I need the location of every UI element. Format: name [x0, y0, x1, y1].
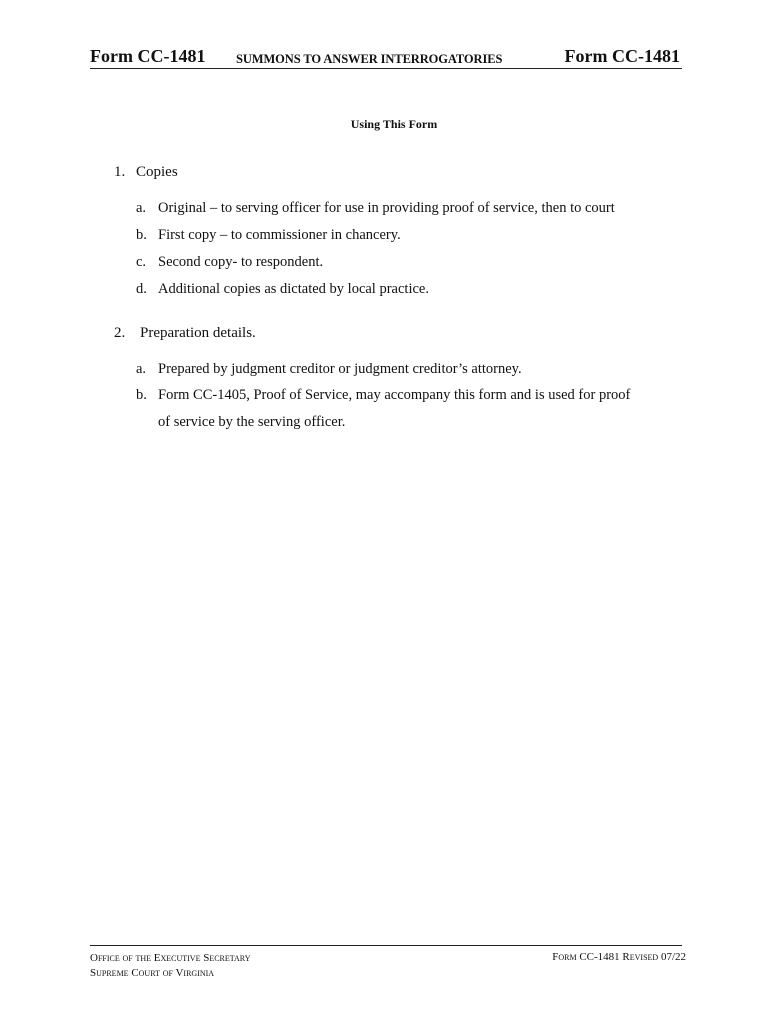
item-text: Original – to serving officer for use in providing proof of service, then to court — [158, 200, 615, 216]
footer-revision: Form CC-1481 Revised 07/22 — [552, 951, 686, 963]
item-letter: a. — [136, 200, 147, 216]
item-text: Second copy- to respondent. — [158, 254, 324, 270]
item-text: Form CC-1405, Proof of Service, may accompany this form and is used for proof — [158, 387, 631, 403]
section-1-number: 1. — [114, 164, 126, 180]
form-header — [90, 44, 682, 69]
form-number-right: Form CC-1481 — [564, 46, 680, 66]
item-text: First copy – to commissioner in chancery. — [158, 227, 401, 243]
section-2-label: Preparation details. — [140, 325, 256, 341]
item-letter: c. — [136, 254, 147, 270]
footer-office-line2: Supreme Court of Virginia — [90, 967, 215, 979]
section-1-label: Copies — [136, 164, 178, 180]
footer-office-line1: Office of the Executive Secretary — [90, 952, 251, 964]
footer-office — [90, 951, 250, 981]
item-letter: a. — [136, 361, 147, 377]
item-text: Prepared by judgment creditor or judgment creditor’s attorney. — [158, 361, 522, 377]
item-text-continuation: of service by the serving officer. — [158, 414, 346, 430]
form-number-left: Form CC-1481 — [90, 46, 206, 66]
item-text: Additional copies as dictated by local practice. — [158, 281, 429, 297]
section-title: Using This Form — [350, 117, 438, 131]
item-letter: b. — [136, 387, 147, 403]
item-letter: b. — [136, 227, 147, 243]
item-letter: d. — [136, 281, 147, 297]
form-title: SUMMONS TO ANSWER INTERROGATORIES — [236, 52, 503, 66]
section-2-number: 2. — [114, 325, 126, 341]
page-footer — [90, 945, 686, 979]
